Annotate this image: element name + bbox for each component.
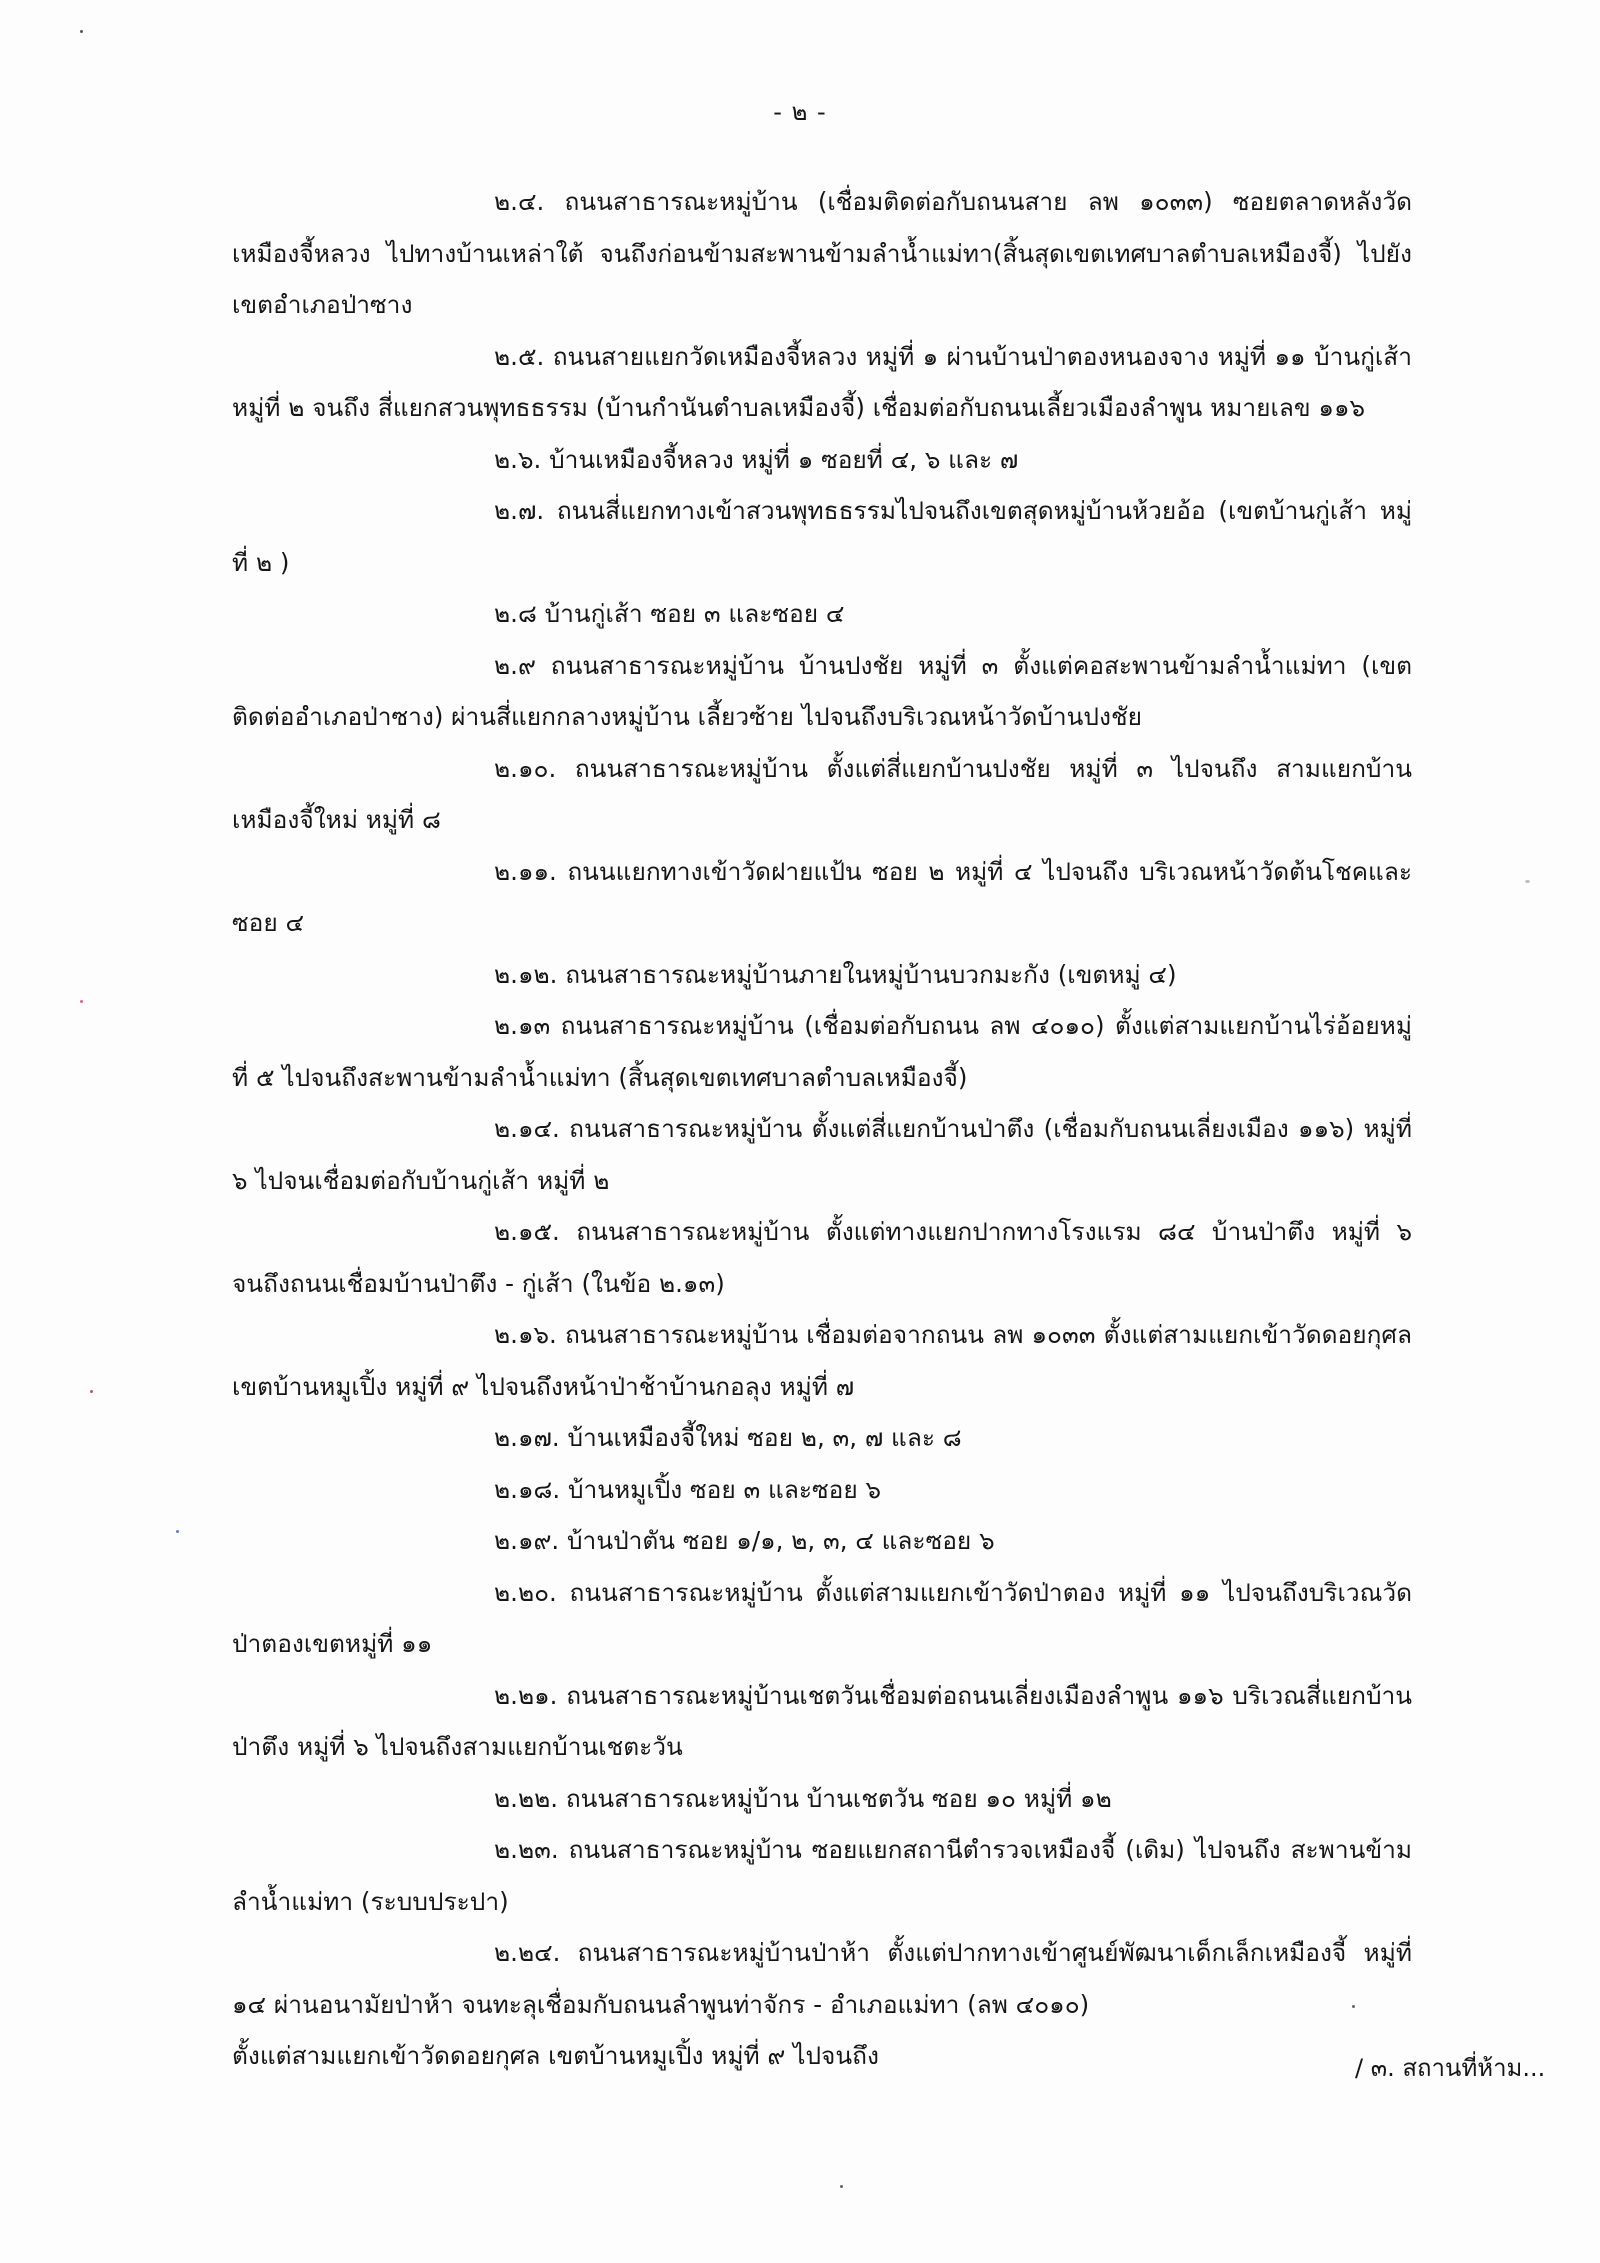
clause-2-5: ๒.๕. ถนนสายแยกวัดเหมืองจี้หลวง หมู่ที่ ๑ ผ่านบ้านป่าตองหนองจาง หมู่ที่ ๑๑ บ้านกู่เส้า หมู่ที่ ๒ จนถึง สี่แยกสวนพุทธธรรม (บ้านกำนันตำบลเหมืองจี้) เชื่อมต่อกับถนนเลี้ยวเมืองลำพูน หมายเลข ๑๑๖ [232, 341, 1412, 422]
clause-2-4: ๒.๔. ถนนสาธารณะหมู่บ้าน (เชื่อมติดต่อกับถนนสาย ลพ ๑๐๓๓) ซอยตลาดหลังวัดเหมืองจี้หลวง ไปทางบ้านเหล่าใต้ จนถึงก่อนข้ามสะพานข้ามลำน้ำแม่ทา(สิ้นสุดเขตเทศบาลตำบลเหมืองจี้) ไปยังเขตอำเภอป่าซาง [232, 187, 1412, 319]
clause-2-9: ๒.๙ ถนนสาธารณะหมู่บ้าน บ้านปงชัย หมู่ที่ ๓ ตั้งแต่คอสะพานข้ามลำน้ำแม่ทา (เขตติดต่ออำเภอป่าซาง) ผ่านสี่แยกกลางหมู่บ้าน เลี้ยวซ้าย ไปจนถึงบริเวณหน้าวัดบ้านปงชัย [232, 650, 1412, 731]
continuation-note: / ๓. สถานที่ห้าม... [1355, 2054, 1546, 2082]
clause-2-15: ๒.๑๕. ถนนสาธารณะหมู่บ้าน ตั้งแต่ทางแยกปากทางโรงแรม ๘๔ บ้านป่าตึง หมู่ที่ ๖ จนถึงถนนเชื่อมบ้านป่าตึง - กู่เส้า (ในข้อ ๒.๑๓) [232, 1217, 1412, 1298]
clause-2-19: ๒.๑๙. บ้านป่าตัน ซอย ๑/๑, ๒, ๓, ๔ และซอย ๖ [494, 1526, 995, 1555]
clause-2-14: ๒.๑๔. ถนนสาธารณะหมู่บ้าน ตั้งแต่สี่แยกบ้านป่าตึง (เชื่อมกับถนนเลี่ยงเมือง ๑๑๖) หมู่ที่ ๖ ไปจนเชื่อมต่อกับบ้านกู่เส้า หมู่ที่ ๒ [232, 1114, 1412, 1195]
clause-2-6: ๒.๖. บ้านเหมืองจี้หลวง หมู่ที่ ๑ ซอยที่ ๔, ๖ และ ๗ [494, 444, 1019, 474]
clause-2-20: ๒.๒๐. ถนนสาธารณะหมู่บ้าน ตั้งแต่สามแยกเข้าวัดป่าตอง หมู่ที่ ๑๑ ไปจนถึงบริเวณวัดป่าตองเขตหมู่ที่ ๑๑ [232, 1577, 1412, 1658]
scan-speck [840, 2185, 843, 2188]
clause-2-23: ๒.๒๓. ถนนสาธารณะหมู่บ้าน ซอยแยกสถานีตำรวจเหมืองจี้ (เดิม) ไปจนถึง สะพานข้ามลำน้ำแม่ทา (ระบบประปา) [232, 1835, 1412, 1916]
scan-speck [1525, 880, 1530, 883]
document-body [232, 176, 1412, 2082]
clause-2-24: ๒.๒๔. ถนนสาธารณะหมู่บ้านป่าห้า ตั้งแต่ปากทางเข้าศูนย์พัฒนาเด็กเล็กเหมืองจี้ หมู่ที่ ๑๔ ผ่านอนามัยป่าห้า จนทะลุเชื่อมกับถนนลำพูนท่าจักร - อำเภอแม่ทา (ลพ ๔๐๑๐) [232, 1938, 1412, 2019]
clause-2-18: ๒.๑๘. บ้านหมูเปิ้ง ซอย ๓ และซอย ๖ [494, 1474, 882, 1504]
scan-speck [90, 1390, 93, 1393]
clause-2-17: ๒.๑๗. บ้านเหมืองจี้ใหม่ ซอย ๒, ๓, ๗ และ ๘ [494, 1423, 962, 1452]
scan-speck [80, 30, 83, 33]
scan-speck [176, 1530, 179, 1533]
clause-2-22: ๒.๒๒. ถนนสาธารณะหมู่บ้าน บ้านเชตวัน ซอย ๑๐ หมู่ที่ ๑๒ [494, 1783, 1112, 1813]
scan-speck [1352, 2005, 1355, 2008]
clause-2-7: ๒.๗. ถนนสี่แยกทางเข้าสวนพุทธธรรมไปจนถึงเขตสุดหมู่บ้านห้วยอ้อ (เขตบ้านกู่เส้า หมู่ที่ ๒ ) [232, 496, 1412, 577]
scan-speck [80, 1000, 83, 1003]
clause-2-16: ๒.๑๖. ถนนสาธารณะหมู่บ้าน เชื่อมต่อจากถนน ลพ ๑๐๓๓ ตั้งแต่สามแยกเข้าวัดดอยกุศล เขตบ้านหมูเปิ้ง หมู่ที่ ๙ ไปจนถึงหน้าป่าช้าบ้านกอลุง หมู่ที่ ๗ [232, 1320, 1412, 1401]
page-number: - ๒ - [773, 98, 827, 126]
clause-2-10: ๒.๑๐. ถนนสาธารณะหมู่บ้าน ตั้งแต่สี่แยกบ้านปงชัย หมู่ที่ ๓ ไปจนถึง สามแยกบ้านเหมืองจี้ใหม่ หมู่ที่ ๘ [232, 753, 1412, 834]
clause-2-8: ๒.๘ บ้านกู่เส้า ซอย ๓ และซอย ๔ [494, 599, 845, 628]
clause-2-13: ๒.๑๓ ถนนสาธารณะหมู่บ้าน (เชื่อมต่อกับถนน ลพ ๔๐๑๐) ตั้งแต่สามแยกบ้านไร่อ้อยหมู่ที่ ๕ ไปจนถึงสะพานข้ามลำน้ำแม่ทา (สิ้นสุดเขตเทศบาลตำบลเหมืองจี้) [232, 1011, 1412, 1092]
trailing-text: ตั้งแต่สามแยกเข้าวัดดอยกุศล เขตบ้านหมูเปิ้ง หมู่ที่ ๙ ไปจนถึง [232, 2041, 879, 2070]
clause-2-11: ๒.๑๑. ถนนแยกทางเข้าวัดฝายแป้น ซอย ๒ หมู่ที่ ๔ ไปจนถึง บริเวณหน้าวัดต้นโชคและซอย ๔ [232, 856, 1412, 937]
clause-2-21: ๒.๒๑. ถนนสาธารณะหมู่บ้านเชตวันเชื่อมต่อถนนเลี่ยงเมืองลำพูน ๑๑๖ บริเวณสี่แยกบ้านป่าตึง หมู่ที่ ๖ ไปจนถึงสามแยกบ้านเชตะวัน [232, 1680, 1412, 1761]
clause-2-12: ๒.๑๒. ถนนสาธารณะหมู่บ้านภายในหมู่บ้านบวกมะกัง (เขตหมู่ ๔) [494, 959, 1177, 989]
